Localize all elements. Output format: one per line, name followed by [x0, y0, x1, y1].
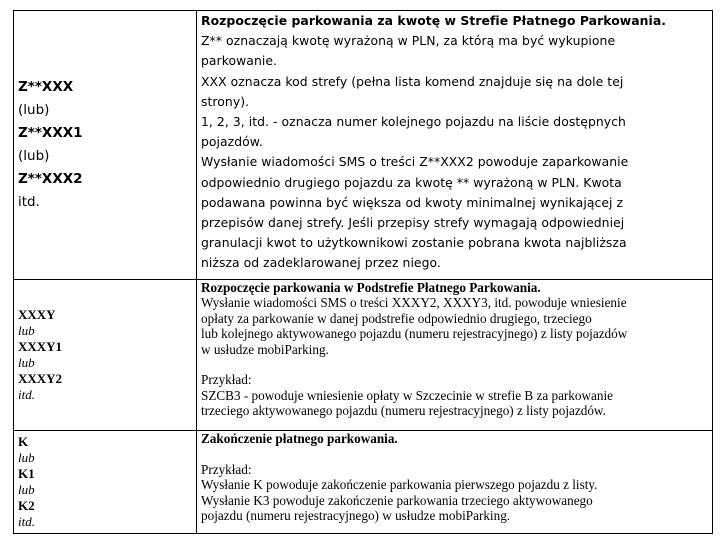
description-line: przepisów danej strefy. Jeśli przepisy strefy wymagają odpowiedniej	[201, 215, 625, 231]
description-line: lub kolejnego aktywowanego pojazdu (numeru rejestracyjnego) z listy pojazdów	[201, 326, 628, 342]
command-etc: itd.	[18, 514, 35, 529]
command-separator: lub	[18, 355, 35, 370]
blank-line	[201, 357, 708, 372]
description-line: strony).	[201, 93, 250, 109]
command-code: Z**XXX2	[18, 171, 83, 187]
description-line: SZCB3 - powoduje wniesienie opłaty w Szczecinie w strefie B za parkowanie	[201, 387, 613, 403]
command-cell	[14, 11, 197, 280]
description-line: granulacji kwot to użytkownikowi zostanie pobrana kwota najbliższa	[201, 235, 627, 251]
description-line: Wysłanie wiadomości SMS o treści Z**XXX2 powoduje zaparkowanie	[201, 154, 629, 170]
command-separator: lub	[18, 323, 35, 338]
command-code: K	[18, 434, 29, 449]
description-line: 1, 2, 3, itd. - oznacza numer kolejnego pojazdu na liście dostępnych	[201, 114, 626, 130]
description-line: Wysłanie K powoduje zakończenie parkowania pierwszego pojazdu z listy.	[201, 477, 598, 493]
command-etc: itd.	[18, 387, 35, 402]
description-line: parkowanie.	[201, 53, 278, 69]
command-cell	[14, 431, 197, 534]
description-line: XXX oznacza kod strefy (pełna lista komend znajduje się na dole tej	[201, 73, 624, 89]
command-separator: (lub)	[18, 148, 50, 164]
command-separator: (lub)	[18, 102, 50, 118]
description-line: pojazdu (numeru rejestracyjnego) w usłudze mobiParking.	[201, 508, 511, 524]
description-title: Rozpoczęcie parkowania za kwotę w Strefie Płatnego Parkowania.	[201, 13, 667, 28]
command-cell	[14, 280, 197, 431]
description-cell	[197, 280, 713, 431]
description-line: Wysłanie K3 powoduje zakończenie parkowania trzeciego aktywowanego	[201, 492, 593, 508]
description-title: Zakończenie płatnego parkowania.	[201, 431, 398, 446]
table-row	[14, 11, 713, 280]
description-line: w usłudze mobiParking.	[201, 341, 329, 357]
command-code: XXXY2	[18, 371, 63, 386]
table-row	[14, 280, 713, 431]
sms-commands-table	[13, 10, 713, 534]
description-line: niższa od zadeklarowanej przez niego.	[201, 255, 441, 271]
description-line: podawana powinna być większa od kwoty minimalnej wynikającej z	[201, 194, 624, 210]
description-line: trzeciego aktywowanego pojazdu (numeru rejestracyjnego) z listy pojazdów.	[201, 403, 606, 419]
command-code: K2	[18, 498, 35, 513]
blank-line	[201, 446, 708, 461]
description-cell	[197, 11, 713, 280]
table-row	[14, 431, 713, 534]
description-line: Wysłanie wiadomości SMS o treści XXXY2, XXXY3, itd. powoduje wniesienie	[201, 295, 627, 311]
command-separator: lub	[18, 482, 35, 497]
description-line: opłaty za parkowanie w danej podstrefie odpowiednio drugiego, trzeciego	[201, 310, 592, 326]
command-code: K1	[18, 466, 35, 481]
command-code: Z**XXX	[18, 79, 74, 95]
command-code: XXXY1	[18, 339, 63, 354]
command-separator: lub	[18, 450, 35, 465]
description-cell	[197, 431, 713, 534]
command-code: XXXY	[18, 307, 56, 322]
description-title: Rozpoczęcie parkowania w Podstrefie Płatnego Parkowania.	[201, 280, 541, 295]
description-line: odpowiednio drugiego pojazdu za kwotę ** wyrażoną w PLN. Kwota	[201, 174, 622, 190]
description-line: Z** oznaczają kwotę wyrażoną w PLN, za którą ma być wykupione	[201, 33, 616, 49]
command-etc: itd.	[18, 194, 40, 210]
description-line: pojazdów.	[201, 134, 263, 150]
command-code: Z**XXX1	[18, 125, 83, 141]
example-label: Przykład:	[201, 372, 252, 388]
example-label: Przykład:	[201, 461, 252, 477]
